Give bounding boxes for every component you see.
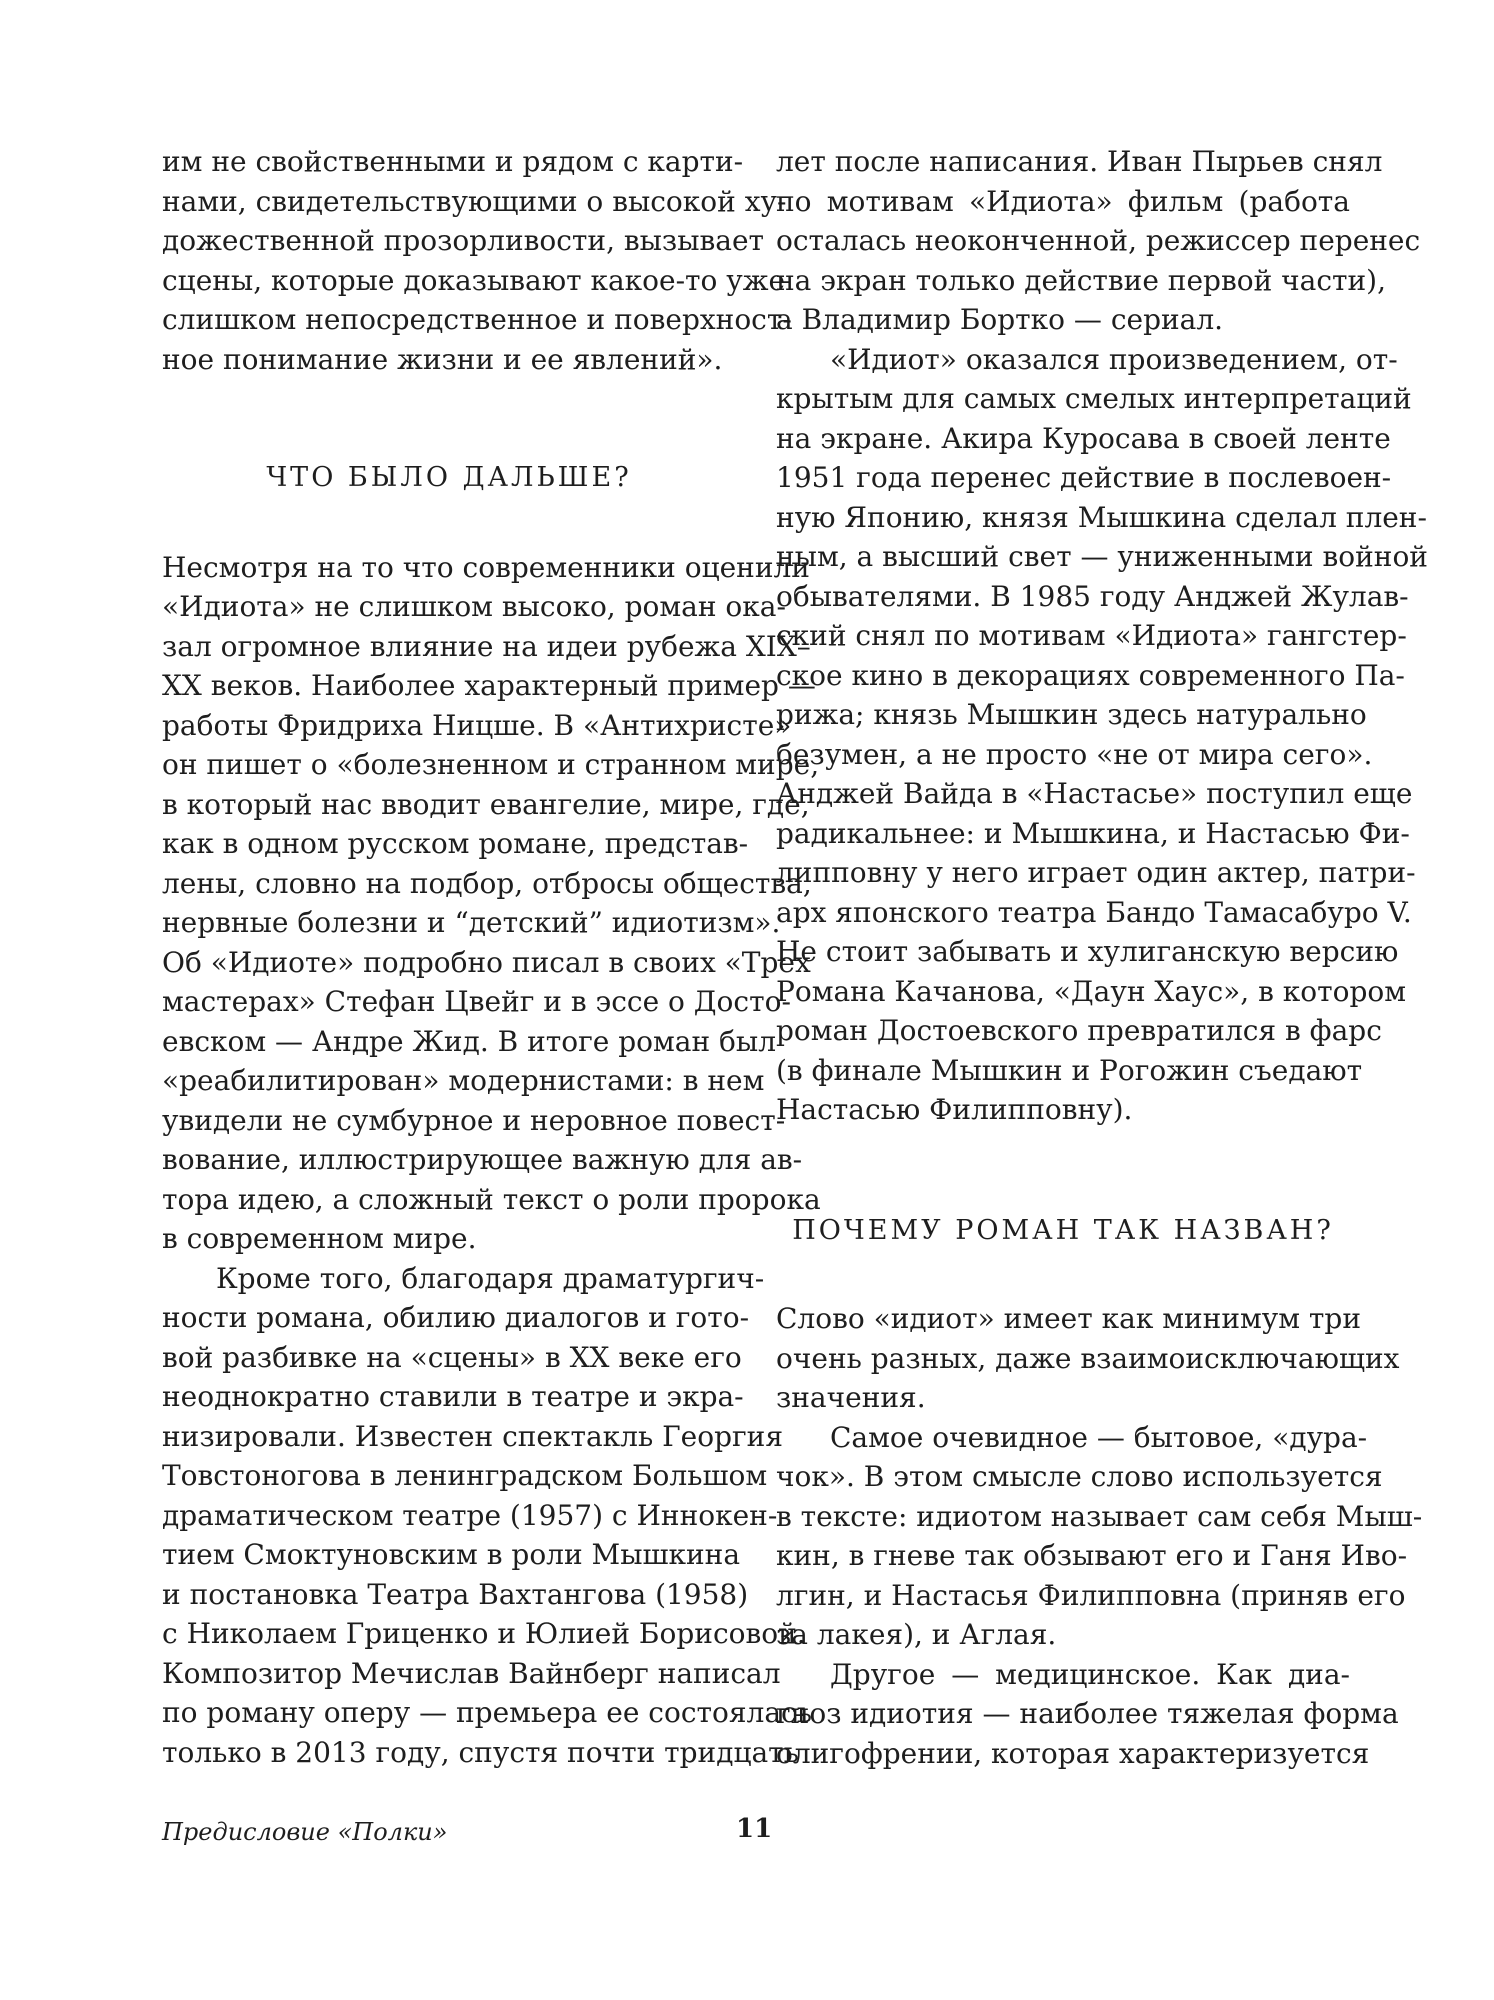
text-line: по роману оперу — премьера ее состоялась <box>162 1696 812 1729</box>
paragraph <box>776 1655 1399 1774</box>
text-line: мастерах» Стефан Цвейг и в эссе о Досто- <box>162 985 791 1018</box>
text-line: тием Смоктуновским в роли Мышкина <box>162 1538 741 1571</box>
text-line: лет после написания. Иван Пырьев снял <box>776 145 1383 178</box>
text-line: липповну у него играет один актер, патри- <box>776 856 1416 889</box>
page-number: 11 <box>736 1814 773 1844</box>
text-line: крытым для самых смелых интерпретаций <box>776 382 1412 415</box>
text-line: XX веков. Наиболее характерный пример — <box>162 669 816 702</box>
text-line: Товстоногова в ленинградском Большом <box>162 1459 768 1492</box>
text-line: радикальнее: и Мышкина, и Настасью Фи- <box>776 816 1410 850</box>
text-line: только в 2013 году, спустя почти тридцать <box>162 1735 799 1769</box>
paragraph <box>776 340 1428 1130</box>
text-line: «реабилитирован» модернистами: в нем <box>162 1064 765 1097</box>
paragraph <box>776 1418 1423 1655</box>
text-line: Слово «идиот» имеет как минимум три <box>776 1302 1362 1335</box>
text-line: чок». В этом смысле слово используется <box>776 1460 1383 1493</box>
paragraph <box>162 548 821 1259</box>
text-line: им не свойственными и рядом с карти- <box>162 145 744 178</box>
text-line: Другое — медицинское. Как диа- <box>830 1657 1350 1691</box>
text-line: в современном мире. <box>162 1222 477 1255</box>
text-line: значения. <box>776 1381 926 1414</box>
running-footer-title: Предисловие «Полки» <box>162 1818 448 1846</box>
text-line: на экран только действие первой части), <box>776 263 1386 297</box>
text-line: зал огромное влияние на идеи рубежа XIX– <box>162 629 811 663</box>
text-line: гноз идиотия — наиболее тяжелая форма <box>776 1697 1399 1730</box>
text-line: по мотивам «Идиота» фильм (работа <box>776 184 1350 218</box>
text-line: осталась неоконченной, режиссер перенес <box>776 224 1421 257</box>
text-line: тора идею, а сложный текст о роли пророка <box>162 1182 821 1216</box>
text-line: в который нас вводит евангелие, мире, где, <box>162 787 810 821</box>
intro-paragraph <box>162 142 792 379</box>
text-line: нервные болезни и “детский” идиотизм». <box>162 906 781 939</box>
paragraph <box>776 142 1421 340</box>
paragraph <box>162 1259 812 1773</box>
text-line: за лакея), и Аглая. <box>776 1618 1057 1651</box>
text-line: работы Фридриха Ницше. В «Антихристе» <box>162 708 792 742</box>
text-line: ности романа, обилию диалогов и гото- <box>162 1301 750 1334</box>
text-line: очень разных, даже взаимоисключающих <box>776 1341 1400 1375</box>
text-line: слишком непосредственное и поверхност- <box>162 303 792 336</box>
section-heading: ПОЧЕМУ РОМАН ТАК НАЗВАН? <box>792 1214 1334 1246</box>
text-line: ное понимание жизни и ее явлений». <box>162 342 723 376</box>
text-line: Композитор Мечислав Вайнберг написал <box>162 1656 781 1690</box>
text-line: неоднократно ставили в театре и экра- <box>162 1380 744 1413</box>
text-line: Настасью Филипповну). <box>776 1093 1133 1126</box>
text-line: кин, в гневе так обзывают его и Ганя Иво- <box>776 1539 1408 1572</box>
text-line: увидели не сумбурное и неровное повест- <box>162 1103 786 1137</box>
text-line: в тексте: идиотом называет сам себя Мыш- <box>776 1499 1423 1533</box>
text-line: Анджей Вайда в «Настасье» поступил еще <box>776 777 1413 810</box>
paragraph <box>776 1299 1400 1418</box>
text-line: а Владимир Бортко — сериал. <box>776 303 1224 336</box>
text-line: роман Достоевского превратился в фарс <box>776 1014 1382 1047</box>
text-line: драматическом театре (1957) с Иннокен- <box>162 1498 778 1532</box>
text-line: Об «Идиоте» подробно писал в своих «Трех <box>162 945 811 979</box>
text-line: арх японского театра Бандо Тамасабуро V. <box>776 895 1412 929</box>
text-line: и постановка Театра Вахтангова (1958) <box>162 1577 749 1611</box>
text-line: дожественной прозорливости, вызывает <box>162 224 764 257</box>
text-line: низировали. Известен спектакль Георгия <box>162 1419 783 1453</box>
text-line: лгин, и Настасья Филипповна (приняв его <box>776 1578 1406 1612</box>
text-line: «Идиот» оказался произведением, от- <box>830 342 1398 376</box>
text-line: ным, а высший свет — униженными войной <box>776 540 1428 573</box>
text-line: ский снял по мотивам «Идиота» гангстер- <box>776 619 1407 652</box>
text-line: лены, словно на подбор, отбросы общества, <box>162 866 812 900</box>
text-line: евском — Андре Жид. В итоге роман был <box>162 1024 776 1058</box>
text-line: Самое очевидное — бытовое, «дура- <box>830 1420 1368 1454</box>
text-line: олигофрении, которая характеризуется <box>776 1736 1370 1770</box>
left-column <box>162 142 821 1772</box>
text-line: нами, свидетельствующими о высокой ху- <box>162 184 787 218</box>
text-line: с Николаем Гриценко и Юлией Борисовой. <box>162 1617 806 1650</box>
text-line: сцены, которые доказывают какое-то уже <box>162 263 786 297</box>
text-line: вой разбивке на «сцены» в XX веке его <box>162 1340 742 1374</box>
text-line: как в одном русском романе, представ- <box>162 827 749 860</box>
section-heading: ЧТО БЫЛО ДАЛЬШЕ? <box>266 462 632 493</box>
text-line: на экране. Акира Куросава в своей ленте <box>776 421 1391 455</box>
text-line: ское кино в декорациях современного Па- <box>776 658 1405 692</box>
text-line: (в финале Мышкин и Рогожин съедают <box>776 1053 1363 1087</box>
right-column <box>776 142 1428 1773</box>
text-line: Не стоит забывать и хулиганскую версию <box>776 935 1399 968</box>
text-line: «Идиота» не слишком высоко, роман ока- <box>162 590 786 623</box>
text-line: ную Японию, князя Мышкина сделал плен- <box>776 500 1427 534</box>
text-line: Кроме того, благодаря драматургич- <box>216 1261 765 1295</box>
text-line: обывателями. В 1985 году Анджей Жулав- <box>776 579 1409 613</box>
text-line: безумен, а не просто «не от мира сего». <box>776 737 1373 771</box>
text-line: он пишет о «болезненном и странном мире, <box>162 748 820 781</box>
text-line: рижа; князь Мышкин здесь натурально <box>776 698 1367 731</box>
text-line: 1951 года перенес действие в послевоен- <box>776 461 1392 494</box>
text-line: вование, иллюстрирующее важную для ав- <box>162 1143 803 1176</box>
text-line: Романа Качанова, «Даун Хаус», в котором <box>776 974 1407 1008</box>
text-line: Несмотря на то что современники оценили <box>162 550 810 584</box>
